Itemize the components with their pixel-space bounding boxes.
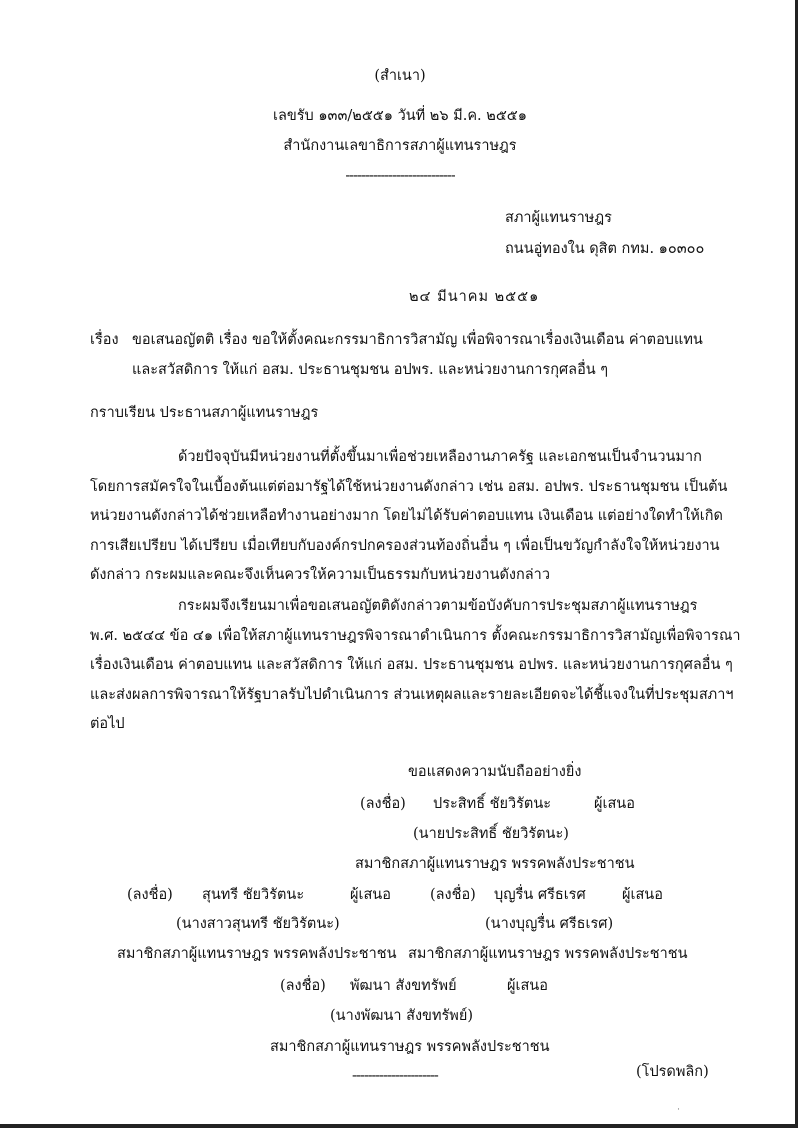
subject-line-1: ขอเสนอญัตติ เรื่อง ขอให้ตั้งคณะกรรมาธิการวิสามัญ เพื่อพิจารณาเรื่องเงินเดือน ค่าตอบแทน (132, 332, 703, 348)
signer-name-main: ประสิทธิ์ ชัยวิรัตนะ (433, 796, 552, 812)
signer-name-right: บุญรื่น ศรีธเรศ (494, 887, 586, 903)
sign-label: (ลงชื่อ) (127, 887, 173, 903)
signer-name-bottom: พัฒนา สังขทรัพย์ (350, 978, 457, 994)
para2-line: พ.ศ. ๒๕๔๔ ข้อ ๔๑ เพื่อให้สภาผู้แทนราษฎรพิจารณาดำเนินการ ตั้งคณะกรรมาธิการวิสามัญเพื่อพิจารณา (90, 627, 741, 644)
signer-full-name-left: (นางสาวสุนทรี ชัยวิรัตนะ) (176, 916, 340, 932)
address-line-1: สภาผู้แทนราษฎร (505, 210, 612, 226)
para2-line: และส่งผลการพิจารณาให้รัฐบาลรับไปดำเนินการ ส่วนเหตุผลและรายละเอียดจะได้ชี้แจงในที่ประชุมสภาฯ (90, 686, 734, 703)
member-title-right: สมาชิกสภาผู้แทนราษฎร พรรคพลังประชาชน (408, 946, 688, 962)
sign-label: (ลงชื่อ) (280, 978, 326, 994)
para2-line: ต่อไป (90, 716, 125, 732)
signer-full-name-bottom: (นางพัฒนา สังขทรัพย์) (330, 1008, 474, 1024)
para1-line: การเสียเปรียบ ได้เปรียบ เมื่อเทียบกับองค์กรปกครองส่วนท้องถิ่นอื่น ๆ เพื่อเป็นขวัญกำลังใจให้หน่วยงาน (90, 537, 720, 554)
proposer-role: ผู้เสนอ (594, 796, 635, 812)
office-name: สำนักงานเลขาธิการสภาผู้แทนราษฎร (283, 138, 517, 154)
subject-label: เรื่อง (90, 332, 119, 348)
footer-separator: ---------------------- (352, 1068, 438, 1084)
member-title-left: สมาชิกสภาผู้แทนราษฎร พรรคพลังประชาชน (117, 946, 397, 962)
letter-date: ๒๔ มีนาคม ๒๕๕๑ (409, 289, 540, 305)
receipt-number: เลขรับ ๑๓๓/๒๕๕๑ วันที่ ๒๖ มี.ค. ๒๕๕๑ (273, 108, 527, 124)
signer-name-left: สุนทรี ชัยวิรัตนะ (202, 887, 305, 903)
address-line-2: ถนนอู่ทองใน ดุสิต กทม. ๑๐๓๐๐ (505, 241, 705, 257)
member-title-bottom: สมาชิกสภาผู้แทนราษฎร พรรคพลังประชาชน (270, 1039, 550, 1055)
header-separator: ---------------------------- (345, 168, 455, 184)
proposer-role: ผู้เสนอ (507, 978, 548, 994)
signer-full-name-main: (นายประสิทธิ์ ชัยวิรัตนะ) (413, 826, 569, 842)
sign-label: (ลงชื่อ) (430, 887, 476, 903)
signer-full-name-right: (นางบุญรื่น ศรีธเรศ) (485, 916, 614, 932)
scan-speck: ˙ (676, 1108, 681, 1119)
proposer-role: ผู้เสนอ (350, 887, 391, 903)
salutation: กราบเรียน ประธานสภาผู้แทนราษฎร (90, 405, 319, 421)
copy-mark: (สำเนา) (374, 68, 426, 84)
turn-over-note: (โปรดพลิก) (636, 1064, 709, 1080)
para2-line: กระผมจึงเรียนมาเพื่อขอเสนอญัตติดังกล่าวตามข้อบังคับการประชุมสภาผู้แทนราษฎร (178, 598, 698, 614)
para1-line: ด้วยปัจจุบันมีหน่วยงานที่ตั้งขึ้นมาเพื่อช่วยเหลืองานภาครัฐ และเอกชนเป็นจำนวนมาก (178, 449, 702, 465)
para1-line: หน่วยงานดังกล่าวได้ช่วยเหลือทำงานอย่างมาก โดยไม่ได้รับค่าตอบแทน เงินเดือน แต่อย่างใดทำให้เกิด (90, 508, 723, 524)
subject-line-2: และสวัสดิการ ให้แก่ อสม. ประธานชุมชน อปพร. และหน่วยงานการกุศลอื่น ๆ (132, 362, 609, 378)
body-paragraph-1 (90, 443, 727, 591)
closing: ขอแสดงความนับถืออย่างยิ่ง (408, 764, 582, 780)
member-title-main: สมาชิกสภาผู้แทนราษฎร พรรคพลังประชาชน (355, 856, 635, 872)
para1-line: โดยการสมัครใจในเบื้องต้นแต่ต่อมารัฐได้ใช้หน่วยงานดังกล่าว เช่น อสม. อปพร. ประธานชุมชน เป็นต้น (90, 478, 728, 495)
para2-line: เรื่องเงินเดือน ค่าตอบแทน และสวัสดิการ ให้แก่ อสม. ประธานชุมชน อปพร. และหน่วยงานการกุศลอื่น ๆ (90, 657, 733, 673)
sign-label: (ลงชื่อ) (360, 796, 406, 812)
proposer-role: ผู้เสนอ (622, 887, 663, 903)
body-paragraph-2 (90, 592, 741, 740)
para1-line: ดังกล่าว กระผมและคณะจึงเห็นควรให้ความเป็นธรรมกับหน่วยงานดังกล่าว (90, 567, 550, 583)
